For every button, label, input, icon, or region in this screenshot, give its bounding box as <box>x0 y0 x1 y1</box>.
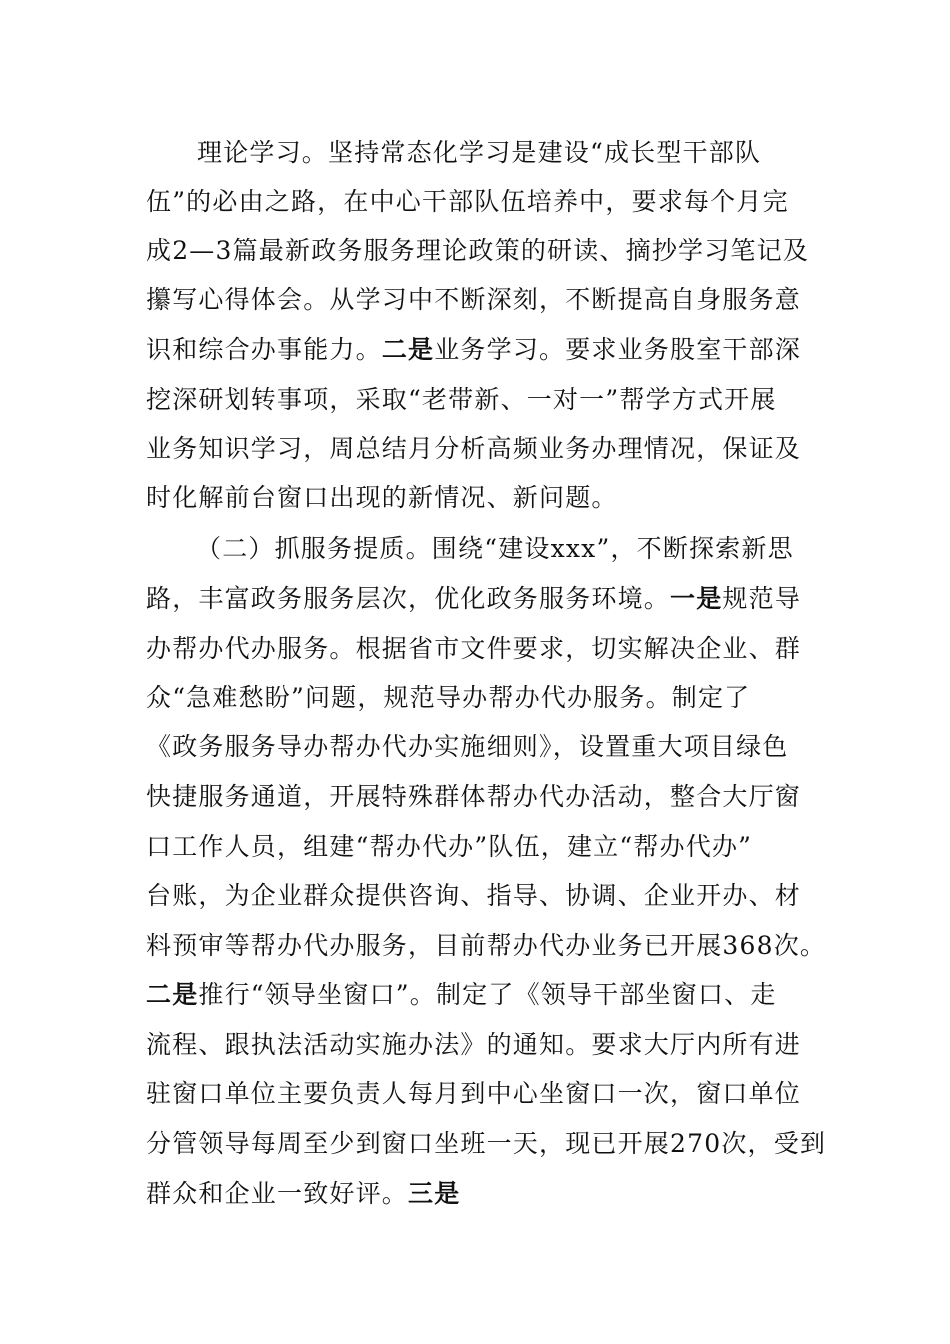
text-line: 口工作人员，组建“帮办代办”队伍，建立“帮办代办” <box>146 832 753 861</box>
text-line: 办帮办代办服务。根据省市文件要求，切实解决企业、群 <box>146 634 802 663</box>
text-line: 《政务服务导办帮办代办实施细则》，设置重大项目绿色 <box>146 732 789 761</box>
section-heading-line: （二）抓服务提质。围绕“建设xxx”，不断探索新思 <box>196 534 794 563</box>
text-line: 驻窗口单位主要负责人每月到中心坐窗口一次，窗口单位 <box>146 1079 802 1108</box>
text-line: 分管领导每周至少到窗口坐班一天，现已开展270次，受到 <box>146 1129 827 1158</box>
text-line: 二是推行“领导坐窗口”。制定了《领导干部坐窗口、走 <box>146 980 777 1009</box>
text-line: 业务知识学习，周总结月分析高频业务办理情况，保证及 <box>146 434 802 463</box>
text-line: 快捷服务通道，开展特殊群体帮办代办活动，整合大厅窗 <box>146 782 802 811</box>
text-line: 时化解前台窗口出现的新情况、新问题。 <box>146 483 618 512</box>
text-line: 料预审等帮办代办服务，目前帮办代办业务已开展368次。 <box>146 931 827 960</box>
text-line: 伍”的必由之路，在中心干部队伍培养中，要求每个月完 <box>146 187 789 216</box>
text-line: 攥写心得体会。从学习中不断深刻，不断提高自身服务意 <box>146 285 802 314</box>
text-line: 群众和企业一致好评。三是 <box>146 1179 461 1208</box>
bold-marker: 二是 <box>381 335 435 364</box>
text-line: 挖深研划转事项，采取“老带新、一对一”帮学方式开展 <box>146 385 777 414</box>
text-line: 理论学习。坚持常态化学习是建设“成长型干部队 <box>197 138 762 167</box>
bold-marker: 一是 <box>670 584 723 613</box>
bold-marker: 三是 <box>408 1179 461 1208</box>
text-line: 路，丰富政务服务层次，优化政务服务环境。一是规范导 <box>146 584 802 613</box>
text-line: 众“急难愁盼”问题，规范导办帮办代办服务。制定了 <box>146 683 751 712</box>
text-line: 成2—3篇最新政务服务理论政策的研读、摘抄学习笔记及 <box>146 236 810 265</box>
text-line: 流程、跟执法活动实施办法》的通知。要求大厅内所有进 <box>146 1030 802 1059</box>
text-line: 识和综合办事能力。二是业务学习。要求业务股室干部深 <box>146 335 802 364</box>
bold-marker: 二是 <box>146 980 199 1009</box>
text-line: 台账，为企业群众提供咨询、指导、协调、企业开办、材 <box>146 881 802 910</box>
